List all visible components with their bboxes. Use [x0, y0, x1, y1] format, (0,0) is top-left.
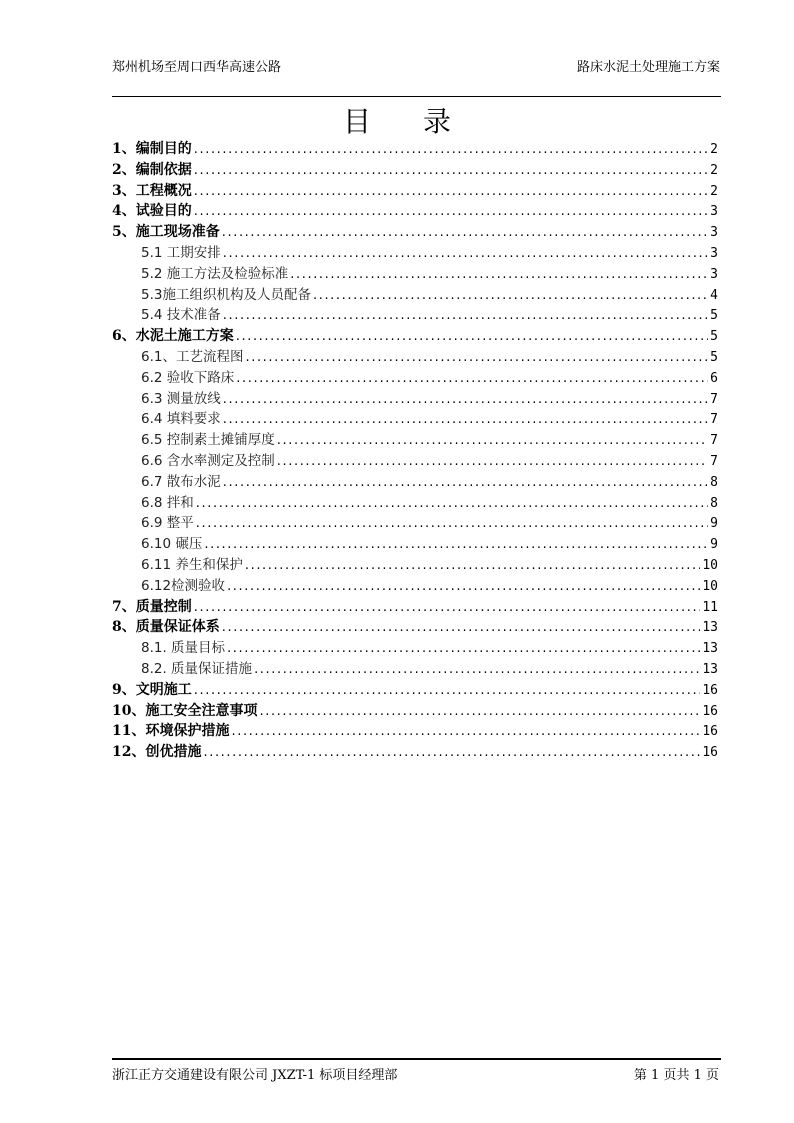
toc-subentry[interactable] — [112, 638, 718, 659]
toc-entry-page: 2 — [710, 183, 718, 199]
toc-subentry[interactable] — [112, 430, 718, 451]
toc-subentry[interactable] — [112, 493, 718, 514]
toc-subentry[interactable] — [112, 555, 718, 576]
toc-leader-dots — [231, 722, 700, 743]
toc-entry[interactable] — [112, 222, 718, 243]
toc-leader-dots — [196, 514, 708, 535]
toc-leader-dots — [223, 390, 708, 411]
header-project-name: 郑州机场至周口西华高速公路 — [112, 60, 282, 75]
toc-subentry[interactable] — [112, 368, 718, 389]
toc-leader-dots — [227, 577, 700, 598]
toc-subentry[interactable] — [112, 264, 718, 285]
toc-entry-page: 10 — [702, 578, 718, 594]
toc-entry-label: 6.12检测验收 — [141, 577, 226, 594]
toc-leader-dots — [313, 286, 708, 307]
toc-entry-page: 3 — [710, 225, 718, 241]
toc-entry-page: 11 — [702, 599, 718, 615]
toc-entry-page: 13 — [702, 641, 718, 657]
toc-subentry[interactable] — [112, 472, 718, 493]
toc-entry-page: 5 — [710, 308, 718, 324]
toc-leader-dots — [259, 702, 700, 723]
toc-entry-label: 6.7 散布水泥 — [141, 473, 221, 490]
toc-entry-label: 8、质量保证体系 — [112, 619, 220, 636]
toc-entry-page: 8 — [710, 474, 718, 490]
toc-leader-dots — [277, 452, 708, 473]
toc-entry-label: 5.1 工期安排 — [141, 244, 221, 261]
toc-entry-page: 7 — [710, 412, 718, 428]
toc-leader-dots — [196, 494, 708, 515]
toc-leader-dots — [222, 223, 708, 244]
toc-entry[interactable] — [112, 742, 718, 763]
toc-entry-page: 3 — [710, 266, 718, 282]
footer-page-number: 第 1 页共 1 页 — [633, 1068, 719, 1083]
toc-entry-page: 2 — [710, 162, 718, 178]
toc-leader-dots — [194, 161, 708, 182]
toc-entry-label: 6.2 验收下路床 — [141, 369, 235, 386]
toc-entry-page: 16 — [702, 745, 718, 761]
toc-subentry[interactable] — [112, 409, 718, 430]
toc-leader-dots — [194, 202, 708, 223]
toc-entry-label: 3、工程概况 — [112, 182, 192, 199]
toc-subentry[interactable] — [112, 305, 718, 326]
toc-entry[interactable] — [112, 201, 718, 222]
toc-entry-label: 6、水泥土施工方案 — [112, 328, 234, 345]
toc-entry-label: 5.2 施工方法及检验标准 — [141, 265, 289, 282]
toc-leader-dots — [204, 535, 708, 556]
toc-leader-dots — [194, 140, 708, 161]
toc-leader-dots — [236, 369, 708, 390]
toc-subentry[interactable] — [112, 389, 718, 410]
footer-divider — [112, 1058, 721, 1060]
header-document-name: 路床水泥土处理施工方案 — [576, 60, 720, 75]
toc-subentry[interactable] — [112, 285, 718, 306]
toc-entry-label: 7、质量控制 — [112, 598, 192, 615]
toc-subentry[interactable] — [112, 243, 718, 264]
toc-entry[interactable] — [112, 597, 718, 618]
toc-leader-dots — [277, 431, 708, 452]
toc-entry[interactable] — [112, 181, 718, 202]
toc-entry[interactable] — [112, 680, 718, 701]
toc-entry-page: 13 — [702, 661, 718, 677]
toc-entry-page: 3 — [710, 204, 718, 220]
toc-entry-label: 11、环境保护措施 — [112, 723, 230, 740]
toc-subentry[interactable] — [112, 513, 718, 534]
toc-entry[interactable] — [112, 139, 718, 160]
toc-entry-page: 10 — [702, 557, 718, 573]
toc-entry-page: 16 — [702, 682, 718, 698]
toc-entry-label: 5.3施工组织机构及人员配备 — [141, 286, 311, 303]
toc-entry-label: 6.4 填料要求 — [141, 411, 221, 428]
toc-entry-page: 9 — [710, 537, 718, 553]
toc-entry-label: 6.6 含水率测定及控制 — [141, 452, 275, 469]
toc-leader-dots — [290, 265, 708, 286]
toc-entry-page: 2 — [710, 142, 718, 157]
header-divider — [112, 96, 721, 97]
table-of-contents — [112, 139, 718, 763]
toc-entry-label: 10、施工安全注意事项 — [112, 702, 258, 719]
toc-entry-page: 5 — [710, 349, 718, 365]
toc-leader-dots — [245, 556, 700, 577]
toc-entry-page: 7 — [710, 453, 718, 469]
toc-entry-page: 5 — [710, 329, 718, 345]
toc-entry-label: 6.5 控制素土摊铺厚度 — [141, 432, 275, 449]
toc-entry-label: 2、编制依据 — [112, 161, 192, 178]
toc-leader-dots — [223, 473, 708, 494]
footer-company: 浙江正方交通建设有限公司 JXZT-1 标项目经理部 — [112, 1068, 398, 1083]
toc-leader-dots — [236, 327, 708, 348]
toc-entry-page: 7 — [710, 391, 718, 407]
toc-entry-label: 6.8 拌和 — [141, 494, 194, 511]
toc-entry-page: 16 — [702, 703, 718, 719]
toc-entry[interactable] — [112, 160, 718, 181]
toc-entry-page: 3 — [710, 245, 718, 261]
toc-leader-dots — [223, 244, 708, 265]
toc-entry-label: 5.4 技术准备 — [141, 307, 221, 324]
toc-entry-label: 9、文明施工 — [112, 681, 192, 698]
toc-entry-page: 7 — [710, 433, 718, 449]
toc-entry-page: 6 — [710, 370, 718, 386]
toc-subentry[interactable] — [112, 659, 718, 680]
toc-subentry[interactable] — [112, 534, 718, 555]
toc-entry-label: 6.10 碾压 — [141, 536, 203, 553]
toc-leader-dots — [194, 182, 708, 203]
toc-leader-dots — [194, 681, 701, 702]
toc-entry-page: 13 — [702, 620, 718, 636]
page-header — [112, 56, 720, 76]
toc-subentry[interactable] — [112, 347, 718, 368]
toc-title: 目录 — [342, 105, 503, 138]
toc-leader-dots — [227, 639, 700, 660]
toc-leader-dots — [222, 618, 701, 639]
toc-leader-dots — [203, 743, 700, 764]
toc-entry-label: 8.1. 质量目标 — [141, 640, 226, 657]
toc-leader-dots — [254, 660, 700, 681]
toc-entry-label: 6.3 测量放线 — [141, 390, 221, 407]
toc-entry-page: 16 — [702, 724, 718, 740]
toc-entry-page: 4 — [710, 287, 718, 303]
toc-leader-dots — [223, 410, 708, 431]
toc-entry[interactable] — [112, 617, 718, 638]
toc-entry[interactable] — [112, 721, 718, 742]
toc-leader-dots — [245, 348, 708, 369]
toc-entry[interactable] — [112, 326, 718, 347]
toc-entry-page: 8 — [710, 495, 718, 511]
toc-entry-label: 5、施工现场准备 — [112, 224, 220, 241]
toc-leader-dots — [223, 306, 708, 327]
toc-entry-label: 1、编制目的 — [112, 141, 192, 157]
toc-entry-label: 4、试验目的 — [112, 203, 192, 220]
toc-entry-label: 6.1、工艺流程图 — [141, 348, 244, 365]
toc-entry-label: 6.9 整平 — [141, 515, 194, 532]
toc-entry-label: 6.11 养生和保护 — [141, 556, 243, 573]
toc-subentry[interactable] — [112, 576, 718, 597]
toc-entry-label: 12、创优措施 — [112, 744, 202, 761]
toc-subentry[interactable] — [112, 451, 718, 472]
toc-entry-label: 8.2. 质量保证措施 — [141, 660, 253, 677]
toc-entry-page: 9 — [710, 516, 718, 532]
toc-entry[interactable] — [112, 701, 718, 722]
toc-leader-dots — [194, 598, 701, 619]
